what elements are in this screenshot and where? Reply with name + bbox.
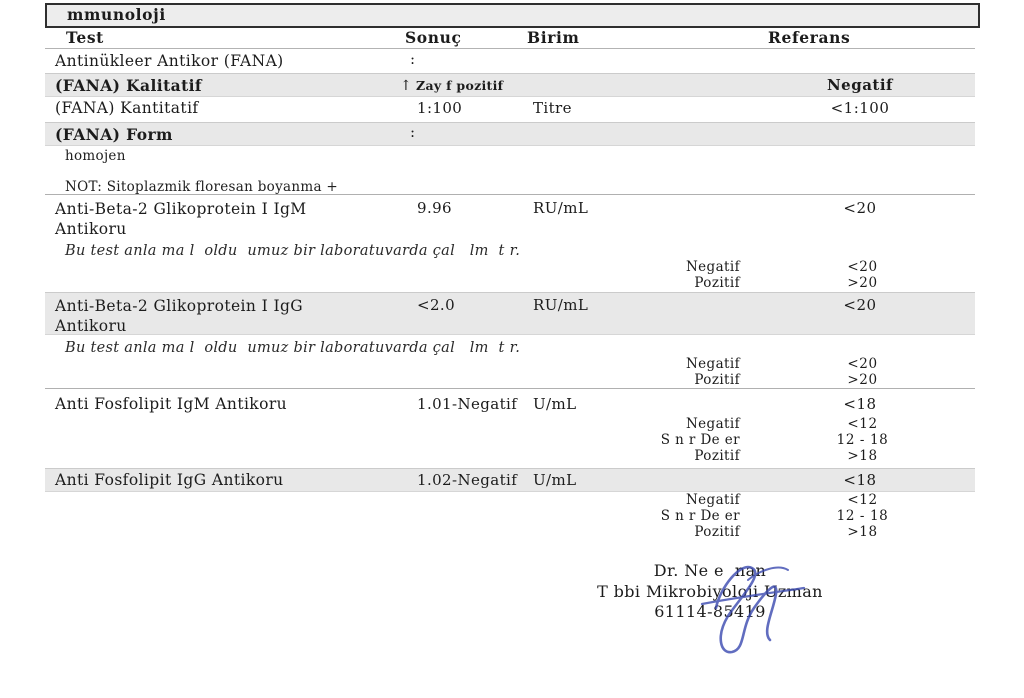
reference-sub-row — [45, 524, 975, 540]
separator-line — [45, 194, 975, 195]
result-value: 1:100 — [417, 99, 463, 117]
reference-value: Negatif — [826, 76, 894, 94]
test-name: Antinükleer Antikor (FANA) — [55, 52, 284, 70]
sub-reference-label: Pozitif — [694, 448, 740, 464]
reference-sub-row — [45, 275, 975, 291]
result-text: Zay f pozitif — [416, 78, 504, 93]
test-name-line2: Antikoru — [55, 220, 127, 238]
reference-sub-row — [45, 372, 975, 388]
sub-reference-label: Pozitif — [694, 372, 740, 388]
sub-reference-value: <20 — [847, 356, 878, 372]
unit-value: RU/mL — [533, 199, 589, 217]
sub-reference-label: Negatif — [685, 416, 740, 432]
result-value: : — [410, 50, 416, 68]
reference-value: <18 — [843, 395, 877, 413]
result-value: 1.02-Negatif — [417, 471, 518, 489]
unit-value: RU/mL — [533, 296, 589, 314]
sub-reference-value: >18 — [847, 524, 878, 540]
reference-sub-row — [45, 356, 975, 372]
reference-sub-row — [45, 416, 975, 432]
test-name-line2: Antikoru — [55, 317, 127, 335]
table-row — [45, 292, 975, 335]
sub-reference-label: Pozitif — [694, 275, 740, 291]
sub-reference-value: 12 - 18 — [836, 432, 889, 448]
test-name: Anti Fosfolipit IgG Antikoru — [55, 471, 284, 489]
reference-sub-row — [45, 492, 975, 508]
sub-reference-value: <12 — [847, 492, 878, 508]
reference-value: <1:100 — [830, 99, 890, 117]
table-row — [45, 50, 975, 72]
sub-reference-value: >18 — [847, 448, 878, 464]
result-value: : — [410, 123, 416, 141]
signature-strike — [702, 588, 804, 604]
sub-reference-label: Pozitif — [694, 524, 740, 540]
table-row — [45, 393, 975, 415]
column-header-referans: Referans — [768, 28, 851, 47]
test-name: Anti Fosfolipit IgM Antikoru — [55, 395, 288, 413]
table-row — [45, 468, 975, 492]
table-row — [45, 73, 975, 97]
doctor-title: T bbi Mikrobiyoloji Uzman — [597, 582, 823, 601]
sub-reference-label: S n r De er — [660, 508, 740, 524]
handwritten-signature — [620, 550, 840, 670]
unit-value: Titre — [533, 99, 572, 117]
unit-value: U/mL — [533, 471, 577, 489]
separator-line — [45, 388, 975, 389]
table-row — [45, 122, 975, 146]
sub-reference-value: <20 — [847, 259, 878, 275]
result-value: 1.01-Negatif — [417, 395, 518, 413]
sub-reference-value: 12 - 18 — [836, 508, 889, 524]
sub-reference-value: <12 — [847, 416, 878, 432]
section-header-box — [45, 3, 980, 28]
result-value: 9.96 — [417, 199, 452, 217]
sub-reference-label: Negatif — [685, 492, 740, 508]
reference-sub-row — [45, 508, 975, 524]
sub-reference-label: S n r De er — [660, 432, 740, 448]
unit-value: U/mL — [533, 395, 577, 413]
lab-disclaimer-note: Bu test anla ma l oldu umuz bir laboratuvarda çal lm t r. — [65, 340, 521, 356]
up-arrow-icon: ↑ — [400, 78, 413, 94]
result-value: <2.0 — [417, 296, 456, 314]
reference-sub-row — [45, 432, 975, 448]
reference-sub-row — [45, 259, 975, 275]
table-row — [45, 197, 975, 239]
sub-reference-value: >20 — [847, 372, 878, 388]
table-row — [45, 97, 975, 121]
form-note-text: NOT: Sitoplazmik floresan boyanma + — [65, 179, 339, 195]
reference-value: <20 — [843, 199, 877, 217]
sub-reference-value: >20 — [847, 275, 878, 291]
test-name: (FANA) Kantitatif — [55, 99, 199, 117]
doctor-name: Dr. Ne e nan — [653, 561, 767, 580]
test-name: (FANA) Form — [55, 125, 173, 144]
column-header-birim: Birim — [527, 28, 580, 47]
table-header-row — [45, 28, 975, 49]
sub-reference-label: Negatif — [685, 356, 740, 372]
test-name-line1: Anti-Beta-2 Glikoprotein I IgM — [55, 200, 307, 218]
result-value — [400, 78, 503, 94]
column-header-sonuc: Sonuç — [405, 28, 462, 47]
form-result-text: homojen — [65, 148, 126, 164]
sub-reference-label: Negatif — [685, 259, 740, 275]
doctor-number: 61114-85419 — [654, 602, 766, 621]
section-title: mmunoloji — [67, 5, 166, 24]
column-header-test: Test — [66, 28, 104, 47]
test-name-line1: Anti-Beta-2 Glikoprotein I IgG — [55, 297, 304, 315]
reference-value: <20 — [843, 296, 877, 314]
test-name: (FANA) Kalitatif — [55, 76, 202, 95]
lab-disclaimer-note: Bu test anla ma l oldu umuz bir laboratuvarda çal lm t r. — [65, 243, 521, 259]
reference-sub-row — [45, 448, 975, 464]
reference-value: <18 — [843, 471, 877, 489]
signature-stroke — [716, 567, 776, 652]
